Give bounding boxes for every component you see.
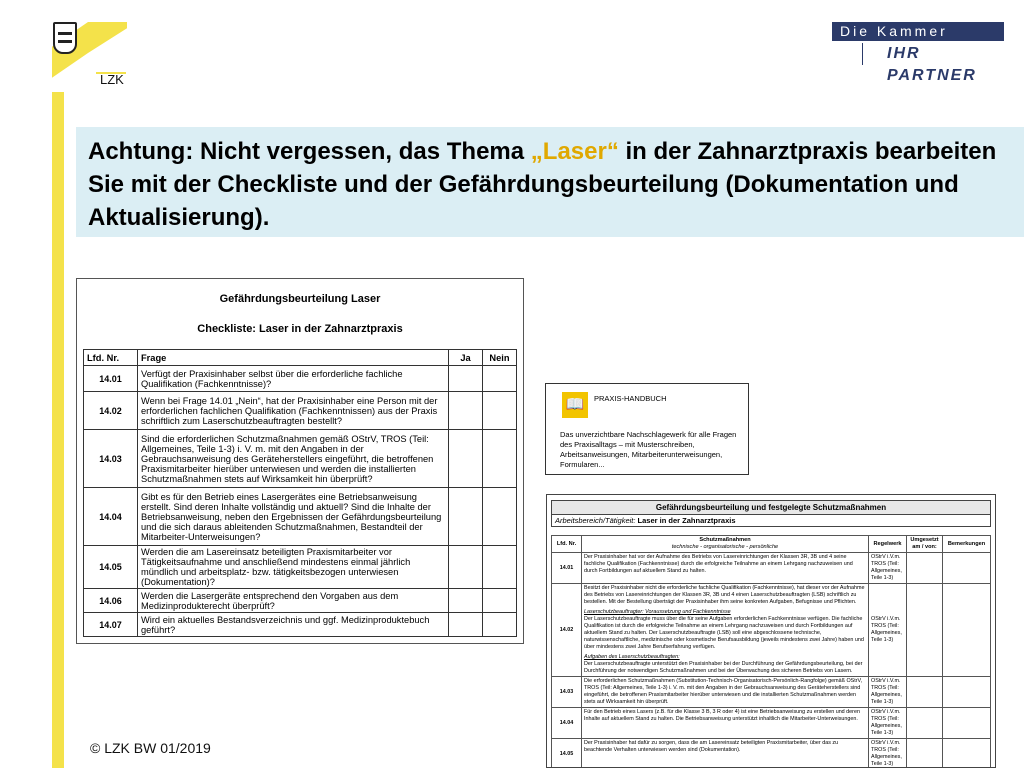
checkbox-ja[interactable] (449, 488, 483, 546)
table-row (552, 584, 991, 677)
gbu-row-subhead: Aufgaben des Laserschutzbeauftragten: (584, 654, 680, 660)
gbu-title: Gefährdungsbeurteilung und festgelegte Schutzmaßnahmen (551, 500, 991, 515)
footer-copyright: © LZK BW 01/2019 (90, 740, 211, 756)
gbu-header-row (552, 536, 991, 553)
alert-box (76, 127, 1024, 237)
gbu-row-bem[interactable] (943, 677, 991, 708)
table-row (84, 430, 517, 488)
kammer-logo-bottom: IHR PARTNER (862, 43, 1004, 65)
row-question: Wenn bei Frage 14.01 „Nein“, hat der Praxisinhaber eine Person mit der erforderlichen fachlichen Qualifikation (Fachkenntnissen) aus der Praxis schriftlich zum Laserschutzbeauftragten bestellt? (138, 392, 449, 430)
table-row (552, 708, 991, 739)
gbu-col-umgesetzt: Umgesetzt am / von: (907, 536, 943, 553)
gbu-row-bem[interactable] (943, 708, 991, 739)
row-question: Verfügt der Praxisinhaber selbst über die erforderliche fachliche Qualifikation (Fachkenntnisse)? (138, 366, 449, 392)
row-nr: 14.04 (84, 488, 138, 546)
col-ja: Ja (449, 350, 483, 366)
row-question: Werden die am Lasereinsatz beteiligten Praxismitarbeiter vor Tätigkeitsaufnahme und anschließend mindestens einmal jährlich mündlich und arbeitsplatz- bzw. tätigkeitsbezogen unterwiesen (Dokumentation)? (138, 546, 449, 589)
gbu-row-text: Der Laserschutzbeauftragte unterstützt den Praxisinhaber bei der Durchführung der Gefährdungsbeurteilung, bei der Durchführung der notwendigen Schutzmaßnahmen und bei der Überwachung des sicheren Betriebs von Lasern. (584, 661, 863, 674)
checkbox-ja[interactable] (449, 613, 483, 637)
table-row (84, 613, 517, 637)
row-nr: 14.06 (84, 589, 138, 613)
gbu-row-regel: OStrV i.V.m. TROS (Teil: Allgemeines, Teile 1-3) (869, 553, 907, 584)
gbu-row-regel: OStrV i.V.m. TROS (Teil: Allgemeines, Teile 1-3) (869, 584, 907, 677)
row-nr: 14.02 (84, 392, 138, 430)
gbu-row-umgesetzt[interactable] (907, 677, 943, 708)
gbu-row-nr: 14.02 (552, 584, 582, 677)
gbu-row-nr: 14.01 (552, 553, 582, 584)
gbu-row-regel: OStrV i.V.m. TROS (Teil: Allgemeines, Teile 1-3) (869, 739, 907, 768)
alert-text (88, 135, 1012, 234)
gbu-row-nr: 14.04 (552, 708, 582, 739)
kammer-logo (832, 22, 1004, 84)
gbu-row-regel: OStrV i.V.m. TROS (Teil: Allgemeines, Teile 1-3) (869, 677, 907, 708)
alert-text-after: in der Zahnarztpraxis bearbeiten Sie mit der Checkliste und der Gefährdungsbeurteilung (Dokumentation und Aktualisierung). (88, 138, 997, 231)
row-nr: 14.01 (84, 366, 138, 392)
gbu-row-bem[interactable] (943, 584, 991, 677)
gbu-row-nr: 14.03 (552, 677, 582, 708)
alert-highlight: „Laser“ (530, 138, 619, 165)
gbu-row-bem[interactable] (943, 553, 991, 584)
table-row (84, 488, 517, 546)
lzk-label: LZK (100, 72, 124, 87)
table-row (552, 677, 991, 708)
gbu-row-text: Der Praxisinhaber hat vor der Aufnahme des Betriebs von Lasereinrichtungen der Klassen 3R, 3B und 4 seine fachliche Qualifikation (Fachkenntnisse) durch die erfolgreiche Teilnahme an einem Lehrgang nachzuweisen und durch Fortbildungen auf aktuellem Stand zu halten. (582, 553, 869, 584)
gbu-area (551, 515, 991, 527)
checklist-header-row (84, 350, 517, 366)
row-question: Sind die erforderlichen Schutzmaßnahmen gemäß OStrV, TROS (Teil: Allgemeines, Teile 1-3) i. V. m. mit den Angaben in der Gebrauchsanweisung des Geräteherstellers eingeführt, die betroffenen Praxismitarbeiter hierüber unterwiesen und werden die installierten Schutzmaßnahmen stets auf Wirksamkeit hin überprüft? (138, 430, 449, 488)
gbu-row-text: Die erforderlichen Schutzmaßnahmen (Substitution-Technisch-Organisatorisch-Persönlich-Rangfolge) gemäß OStrV, TROS (Teil: Allgemeines, Teile 1-3) i. V. m. mit den Angaben in der Gebrauchsanweisung des Geräteherstellers sind eingeführt, die betroffenen Praxismitarbeiter hierüber unterwiesen und die installierten Schutzmaßnahmen werden stets auf Wirksamkeit hin überprüft. (582, 677, 869, 708)
col-nein: Nein (483, 350, 517, 366)
checkbox-nein[interactable] (483, 613, 517, 637)
lzk-logo (0, 0, 140, 92)
row-question: Wird ein aktuelles Bestandsverzeichnis und ggf. Medizinproduktebuch geführt? (138, 613, 449, 637)
gbu-row-regel: OStrV i.V.m. TROS (Teil: Allgemeines, Teile 1-3) (869, 708, 907, 739)
gbu-row-text: Der Laserschutzbeauftragte muss über die für seine Aufgaben erforderlichen Fachkenntnisse verfügen. Die fachliche Qualifikation ist durch die erfolgreiche Teilnahme an einem Lehrgang nachzuweisen und durch Fortbildungen auf aktuellem Stand zu halten. Der Laserschutzbeauftragte (LSB) soll eine abgeschlossene technische, naturwissenschaftliche, medizinische oder kosmetische Berufsausbildung (jeweils mindestens zwei Jahre) haben und über mindestens zwei Jahre Berufserfahrung verfügen. (584, 616, 864, 650)
handbuch-title: PRAXIS-HANDBUCH (594, 394, 667, 403)
row-nr: 14.03 (84, 430, 138, 488)
checkbox-ja[interactable] (449, 589, 483, 613)
gbu-area-label: Arbeitsbereich/Tätigkeit: (555, 516, 636, 525)
kammer-logo-top: Die Kammer (832, 22, 1004, 41)
col-frage: Frage (138, 350, 449, 366)
checkbox-nein[interactable] (483, 546, 517, 589)
gbu-row-umgesetzt[interactable] (907, 708, 943, 739)
row-question: Werden die Lasergeräte entsprechend den Vorgaben aus dem Medizinprodukterecht überprüft? (138, 589, 449, 613)
book-icon: 📖 (562, 392, 588, 418)
gbu-row-umgesetzt[interactable] (907, 739, 943, 768)
table-row (552, 739, 991, 768)
gbu-row-umgesetzt[interactable] (907, 584, 943, 677)
checklist-title: Gefährdungsbeurteilung Laser (219, 293, 381, 305)
gbu-col-schutz-title: Schutzmaßnahmen (699, 537, 751, 543)
gbu-row-subhead: Laserschutzbeauftragter: Voraussetzung und Fachkenntnisse (584, 609, 731, 615)
gbu-row-text: Der Praxisinhaber hat dafür zu sorgen, dass die am Lasereinsatz beteiligten Praxismitarbeiter, über das zu beachtende Verhalten unterwiesen werden sind (Dokumentation). (582, 739, 869, 768)
checkbox-nein[interactable] (483, 430, 517, 488)
gbu-col-schutz (582, 536, 869, 553)
checkbox-nein[interactable] (483, 589, 517, 613)
gbu-row-text: Für den Betrieb eines Lasers (z.B. für die Klasse 3 B, 3 R oder 4) ist eine Betriebsanweisung zu erstellen und deren Inhalte auf aktuellem Stand zu halten. Die Betriebsanweisung unterstützt inhaltlich die Mitarbeiter-Unterweisungen. (582, 708, 869, 739)
gbu-row-nr: 14.05 (552, 739, 582, 768)
checkbox-ja[interactable] (449, 430, 483, 488)
checklist-table (83, 349, 517, 637)
checkbox-nein[interactable] (483, 366, 517, 392)
row-nr: 14.05 (84, 546, 138, 589)
gbu-row-umgesetzt[interactable] (907, 553, 943, 584)
alert-text-before: Achtung: Nicht vergessen, das Thema (88, 138, 531, 165)
checkbox-nein[interactable] (483, 488, 517, 546)
checkbox-ja[interactable] (449, 366, 483, 392)
gbu-row-text: Besitzt der Praxisinhaber nicht die erforderliche fachliche Qualifikation (Fachkenntnisse), hat dieser vor der Aufnahme des Betriebs von Lasereinrichtungen der Klassen 3R, 3B und 4 einen Laserschutzbeauftragten (LSB) schriftlich zu bestellen. Mit der Bestellung überträgt der Praxisinhaber ihm seine konkreten Aufgaben, Befugnisse und Pflichten. (584, 585, 865, 605)
gefaehrdungsbeurteilung-document (546, 494, 996, 768)
coat-of-arms-icon (53, 22, 77, 54)
gbu-table (551, 535, 991, 768)
gbu-col-regel: Regelwerk (869, 536, 907, 553)
gbu-row-bem[interactable] (943, 739, 991, 768)
checkbox-ja[interactable] (449, 546, 483, 589)
row-question: Gibt es für den Betrieb eines Lasergerätes eine Betriebsanweisung erstellt. Sind deren Inhalte vollständig und aktuell? Sind die Inhalte der Betriebsanweisung, neben den Ergebnissen der Gefährdungsbeurteilung und die sich daraus ableitenden Schutzmaßnahmen, Bestandteil der Mitarbeiter-Unterweisungen? (138, 488, 449, 546)
checkbox-ja[interactable] (449, 392, 483, 430)
gbu-row-text-block (582, 584, 869, 677)
gbu-area-value: Laser in der Zahnarztpraxis (637, 516, 736, 525)
praxis-handbuch-box (545, 383, 749, 475)
gbu-col-nr: Lfd. Nr. (552, 536, 582, 553)
table-row (84, 546, 517, 589)
checkbox-nein[interactable] (483, 392, 517, 430)
checklist-subtitle: Checkliste: Laser in der Zahnarztpraxis (197, 323, 403, 335)
row-nr: 14.07 (84, 613, 138, 637)
gbu-col-schutz-sub: technische - organisatorische - persönliche (671, 544, 779, 550)
col-nr: Lfd. Nr. (84, 350, 138, 366)
table-row (552, 553, 991, 584)
left-accent-rule (52, 92, 64, 768)
gbu-col-bem: Bemerkungen (943, 536, 991, 553)
table-row (84, 392, 517, 430)
checklist-document (76, 278, 524, 644)
table-row (84, 589, 517, 613)
handbuch-description: Das unverzichtbare Nachschlagewerk für alle Fragen des Praxisalltags – mit Musterschreiben, Arbeitsanweisungen, Mitarbeiterunterweisungen, Formularen... (560, 430, 737, 469)
table-row (84, 366, 517, 392)
